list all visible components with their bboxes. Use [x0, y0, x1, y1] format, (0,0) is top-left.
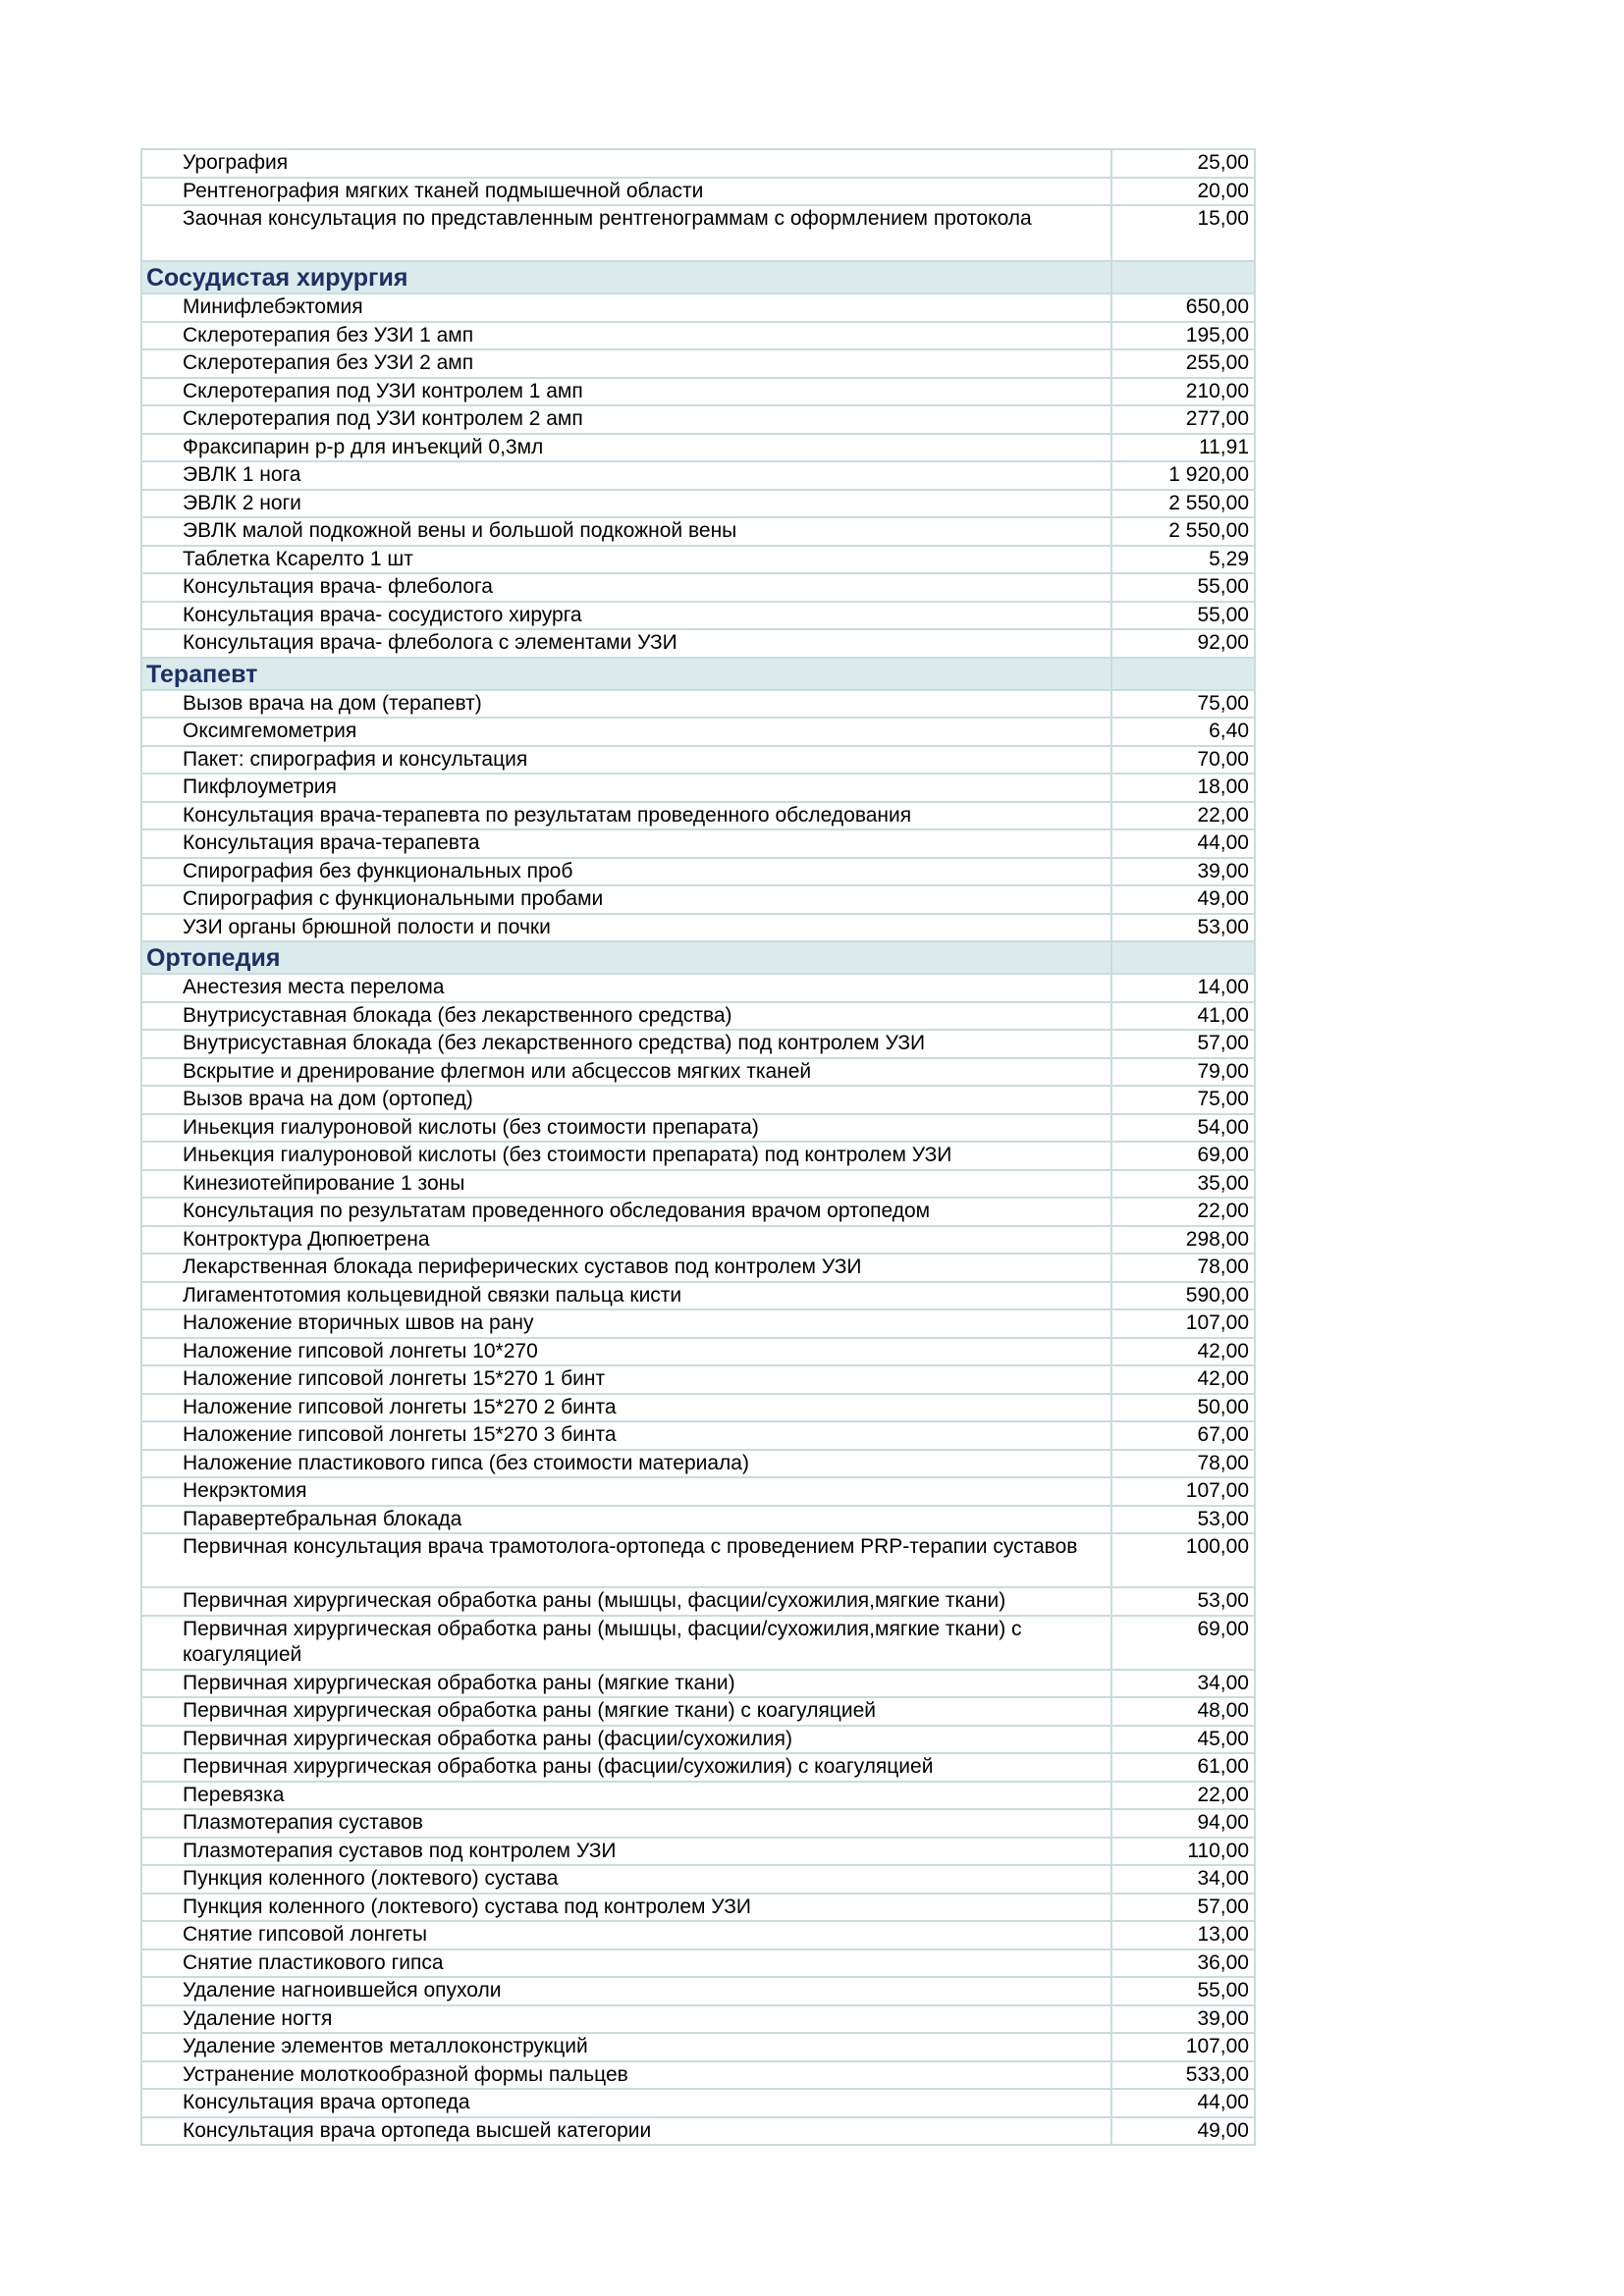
- service-row: [141, 149, 1255, 178]
- service-row: [141, 1114, 1255, 1143]
- service-name: Наложение пластикового гипса (без стоимости материала): [141, 1450, 1111, 1478]
- service-row: [141, 1282, 1255, 1310]
- service-row: [141, 2061, 1255, 2090]
- service-name: Удаление элементов металлоконструкций: [141, 2033, 1111, 2061]
- service-name: Лекарственная блокада периферических суставов под контролем УЗИ: [141, 1254, 1111, 1282]
- service-price: 57,00: [1111, 1030, 1255, 1058]
- service-row: [141, 1086, 1255, 1114]
- service-price: 67,00: [1111, 1421, 1255, 1450]
- service-price: 41,00: [1111, 1002, 1255, 1031]
- service-row: [141, 858, 1255, 886]
- service-price: 2 550,00: [1111, 517, 1255, 546]
- service-price: 22,00: [1111, 1782, 1255, 1810]
- service-row: [141, 1697, 1255, 1726]
- service-name: Вызов врача на дом (ортопед): [141, 1086, 1111, 1114]
- service-name: Пункция коленного (локтевого) сустава под контролем УЗИ: [141, 1894, 1111, 1922]
- service-name: Устранение молоткообразной формы пальцев: [141, 2061, 1111, 2090]
- service-price: 44,00: [1111, 2089, 1255, 2117]
- service-price: 34,00: [1111, 1670, 1255, 1698]
- service-row: [141, 2005, 1255, 2034]
- service-price: 34,00: [1111, 1865, 1255, 1894]
- service-row: [141, 802, 1255, 830]
- section-price-cell: [1111, 941, 1255, 974]
- service-row: [141, 349, 1255, 378]
- service-row: [141, 1030, 1255, 1058]
- service-price: 20,00: [1111, 178, 1255, 206]
- service-name: Паравертебральная блокада: [141, 1506, 1111, 1534]
- service-name: Снятие пластикового гипса: [141, 1949, 1111, 1978]
- service-price: 78,00: [1111, 1450, 1255, 1478]
- service-name: Консультация врача- флеболога с элементами УЗИ: [141, 629, 1111, 658]
- service-price: 533,00: [1111, 2061, 1255, 2090]
- service-price: 69,00: [1111, 1616, 1255, 1670]
- section-price-cell: [1111, 658, 1255, 690]
- service-price: 53,00: [1111, 914, 1255, 942]
- service-row: [141, 1450, 1255, 1478]
- service-name: Перевязка: [141, 1782, 1111, 1810]
- service-row: [141, 1977, 1255, 2005]
- service-price: 92,00: [1111, 629, 1255, 658]
- service-price: 53,00: [1111, 1587, 1255, 1616]
- service-row: [141, 1753, 1255, 1782]
- service-row: [141, 294, 1255, 322]
- service-row: [141, 178, 1255, 206]
- service-price: 15,00: [1111, 205, 1255, 261]
- service-row: [141, 1254, 1255, 1282]
- service-price: 13,00: [1111, 1921, 1255, 1949]
- service-price: 36,00: [1111, 1949, 1255, 1978]
- service-row: [141, 1506, 1255, 1534]
- service-name: Минифлебэктомия: [141, 294, 1111, 322]
- service-name: Консультация врача- сосудистого хирурга: [141, 602, 1111, 630]
- service-price: 107,00: [1111, 1309, 1255, 1338]
- service-name: Наложение гипсовой лонгеты 15*270 1 бинт: [141, 1365, 1111, 1394]
- service-name: Консультация врача- флеболога: [141, 573, 1111, 602]
- service-row: [141, 1309, 1255, 1338]
- service-price: 55,00: [1111, 1977, 1255, 2005]
- service-price: 18,00: [1111, 774, 1255, 802]
- service-row: [141, 914, 1255, 942]
- service-price: 75,00: [1111, 690, 1255, 719]
- service-row: [141, 829, 1255, 858]
- price-table-body: [141, 149, 1255, 2145]
- service-row: [141, 322, 1255, 350]
- service-price: 14,00: [1111, 974, 1255, 1002]
- section-header-row: [141, 261, 1255, 294]
- service-price: 49,00: [1111, 2117, 1255, 2146]
- service-price: 25,00: [1111, 149, 1255, 178]
- service-price: 55,00: [1111, 573, 1255, 602]
- section-header-row: [141, 658, 1255, 690]
- service-name: Удаление нагноившейся опухоли: [141, 1977, 1111, 2005]
- service-name: Иньекция гиалуроновой кислоты (без стоимости препарата) под контролем УЗИ: [141, 1142, 1111, 1170]
- service-name: Наложение гипсовой лонгеты 15*270 2 бинта: [141, 1394, 1111, 1422]
- service-price: 107,00: [1111, 2033, 1255, 2061]
- service-name: Пикфлоуметрия: [141, 774, 1111, 802]
- service-row: [141, 1838, 1255, 1866]
- service-row: [141, 1949, 1255, 1978]
- service-price: 110,00: [1111, 1838, 1255, 1866]
- service-name: Склеротерапия без УЗИ 1 амп: [141, 322, 1111, 350]
- service-price: 39,00: [1111, 2005, 1255, 2034]
- service-name: Консультация врача-терапевта: [141, 829, 1111, 858]
- service-name: Таблетка Ксарелто 1 шт: [141, 546, 1111, 574]
- service-row: [141, 2117, 1255, 2146]
- service-row: [141, 1142, 1255, 1170]
- service-row: [141, 1338, 1255, 1366]
- service-row: [141, 1421, 1255, 1450]
- service-row: [141, 1058, 1255, 1087]
- service-price: 50,00: [1111, 1394, 1255, 1422]
- service-price: 35,00: [1111, 1170, 1255, 1199]
- service-name: Рентгенография мягких тканей подмышечной области: [141, 178, 1111, 206]
- service-name: Склеротерапия под УЗИ контролем 2 амп: [141, 405, 1111, 434]
- service-price: 6,40: [1111, 718, 1255, 746]
- service-price: 45,00: [1111, 1726, 1255, 1754]
- service-row: [141, 774, 1255, 802]
- service-name: УЗИ органы брюшной полости и почки: [141, 914, 1111, 942]
- service-row: [141, 546, 1255, 574]
- service-name: Первичная хирургическая обработка раны (мышцы, фасции/сухожилия,мягкие ткани) с коагуляцией: [141, 1616, 1111, 1670]
- service-name: Консультация врача ортопеда: [141, 2089, 1111, 2117]
- service-row: [141, 1894, 1255, 1922]
- service-price: 5,29: [1111, 546, 1255, 574]
- service-name: Некрэктомия: [141, 1477, 1111, 1506]
- service-name: Заочная консультация по представленным рентгенограммам с оформлением протокола: [141, 205, 1111, 261]
- service-name: Вызов врача на дом (терапевт): [141, 690, 1111, 719]
- service-name: ЭВЛК малой подкожной вены и большой подкожной вены: [141, 517, 1111, 546]
- service-name: ЭВЛК 2 ноги: [141, 490, 1111, 518]
- service-row: [141, 885, 1255, 914]
- service-price: 22,00: [1111, 1198, 1255, 1226]
- service-price: 650,00: [1111, 294, 1255, 322]
- price-list-page: [140, 148, 1254, 2146]
- service-name: Урография: [141, 149, 1111, 178]
- service-price: 79,00: [1111, 1058, 1255, 1087]
- service-name: Первичная хирургическая обработка раны (мягкие ткани) с коагуляцией: [141, 1697, 1111, 1726]
- service-name: Склеротерапия под УЗИ контролем 1 амп: [141, 378, 1111, 406]
- service-name: ЭВЛК 1 нога: [141, 461, 1111, 490]
- service-price: 2 550,00: [1111, 490, 1255, 518]
- service-name: Консультация врача ортопеда высшей категории: [141, 2117, 1111, 2146]
- service-price: 49,00: [1111, 885, 1255, 914]
- service-row: [141, 1002, 1255, 1031]
- section-title: Терапевт: [141, 658, 1111, 690]
- service-name: Первичная консультация врача трамотолога-ортопеда с проведением PRP-терапии суставов: [141, 1533, 1111, 1587]
- service-price: 298,00: [1111, 1226, 1255, 1255]
- service-row: [141, 378, 1255, 406]
- service-price: 54,00: [1111, 1114, 1255, 1143]
- service-price: 195,00: [1111, 322, 1255, 350]
- service-row: [141, 405, 1255, 434]
- service-price: 42,00: [1111, 1338, 1255, 1366]
- service-row: [141, 1670, 1255, 1698]
- service-price: 55,00: [1111, 602, 1255, 630]
- service-name: Склеротерапия без УЗИ 2 амп: [141, 349, 1111, 378]
- service-name: Первичная хирургическая обработка раны (фасции/сухожилия): [141, 1726, 1111, 1754]
- service-name: Лигаментотомия кольцевидной связки пальца кисти: [141, 1282, 1111, 1310]
- service-row: [141, 1865, 1255, 1894]
- price-table: [140, 148, 1256, 2146]
- section-price-cell: [1111, 261, 1255, 294]
- service-row: [141, 1477, 1255, 1506]
- service-name: Контроктура Дюпюетрена: [141, 1226, 1111, 1255]
- service-name: Пункция коленного (локтевого) сустава: [141, 1865, 1111, 1894]
- service-name: Спирография без функциональных проб: [141, 858, 1111, 886]
- service-row: [141, 1726, 1255, 1754]
- service-price: 69,00: [1111, 1142, 1255, 1170]
- service-price: 277,00: [1111, 405, 1255, 434]
- service-price: 78,00: [1111, 1254, 1255, 1282]
- section-title: Сосудистая хирургия: [141, 261, 1111, 294]
- service-name: Наложение гипсовой лонгеты 10*270: [141, 1338, 1111, 1366]
- service-price: 107,00: [1111, 1477, 1255, 1506]
- service-row: [141, 746, 1255, 774]
- service-price: 39,00: [1111, 858, 1255, 886]
- section-header-row: [141, 941, 1255, 974]
- service-price: 57,00: [1111, 1894, 1255, 1922]
- service-row: [141, 1921, 1255, 1949]
- service-price: 48,00: [1111, 1697, 1255, 1726]
- service-row: [141, 205, 1255, 261]
- service-name: Первичная хирургическая обработка раны (мышцы, фасции/сухожилия,мягкие ткани): [141, 1587, 1111, 1616]
- service-row: [141, 517, 1255, 546]
- service-row: [141, 2033, 1255, 2061]
- service-row: [141, 1198, 1255, 1226]
- service-name: Первичная хирургическая обработка раны (фасции/сухожилия) с коагуляцией: [141, 1753, 1111, 1782]
- service-row: [141, 602, 1255, 630]
- service-row: [141, 461, 1255, 490]
- service-price: 100,00: [1111, 1533, 1255, 1587]
- service-name: Плазмотерапия суставов: [141, 1809, 1111, 1838]
- service-name: Фраксипарин р-р для инъекций 0,3мл: [141, 434, 1111, 462]
- service-price: 75,00: [1111, 1086, 1255, 1114]
- service-name: Анестезия места перелома: [141, 974, 1111, 1002]
- service-name: Иньекция гиалуроновой кислоты (без стоимости препарата): [141, 1114, 1111, 1143]
- service-row: [141, 1616, 1255, 1670]
- service-price: 42,00: [1111, 1365, 1255, 1394]
- service-price: 61,00: [1111, 1753, 1255, 1782]
- service-row: [141, 1365, 1255, 1394]
- service-row: [141, 490, 1255, 518]
- service-row: [141, 1170, 1255, 1199]
- service-row: [141, 434, 1255, 462]
- service-row: [141, 1587, 1255, 1616]
- service-name: Консультация врача-терапевта по результатам проведенного обследования: [141, 802, 1111, 830]
- service-row: [141, 690, 1255, 719]
- service-price: 22,00: [1111, 802, 1255, 830]
- service-name: Внутрисуставная блокада (без лекарственного средства) под контролем УЗИ: [141, 1030, 1111, 1058]
- service-name: Удаление ногтя: [141, 2005, 1111, 2034]
- service-row: [141, 1809, 1255, 1838]
- service-row: [141, 1394, 1255, 1422]
- service-name: Консультация по результатам проведенного обследования врачом ортопедом: [141, 1198, 1111, 1226]
- service-name: Плазмотерапия суставов под контролем УЗИ: [141, 1838, 1111, 1866]
- service-row: [141, 1533, 1255, 1587]
- service-price: 210,00: [1111, 378, 1255, 406]
- service-price: 70,00: [1111, 746, 1255, 774]
- service-price: 44,00: [1111, 829, 1255, 858]
- service-name: Наложение вторичных швов на рану: [141, 1309, 1111, 1338]
- service-row: [141, 1226, 1255, 1255]
- service-name: Внутрисуставная блокада (без лекарственного средства): [141, 1002, 1111, 1031]
- service-name: Пакет: спирография и консультация: [141, 746, 1111, 774]
- service-price: 1 920,00: [1111, 461, 1255, 490]
- service-name: Наложение гипсовой лонгеты 15*270 3 бинта: [141, 1421, 1111, 1450]
- service-name: Оксимгемометрия: [141, 718, 1111, 746]
- service-price: 590,00: [1111, 1282, 1255, 1310]
- service-row: [141, 2089, 1255, 2117]
- service-price: 94,00: [1111, 1809, 1255, 1838]
- service-name: Спирография с функциональными пробами: [141, 885, 1111, 914]
- service-name: Вскрытие и дренирование флегмон или абсцессов мягких тканей: [141, 1058, 1111, 1087]
- service-name: Снятие гипсовой лонгеты: [141, 1921, 1111, 1949]
- service-row: [141, 718, 1255, 746]
- service-name: Первичная хирургическая обработка раны (мягкие ткани): [141, 1670, 1111, 1698]
- service-price: 255,00: [1111, 349, 1255, 378]
- service-price: 11,91: [1111, 434, 1255, 462]
- section-title: Ортопедия: [141, 941, 1111, 974]
- service-name: Кинезиотейпирование 1 зоны: [141, 1170, 1111, 1199]
- service-row: [141, 1782, 1255, 1810]
- service-row: [141, 573, 1255, 602]
- service-price: 53,00: [1111, 1506, 1255, 1534]
- service-row: [141, 974, 1255, 1002]
- service-row: [141, 629, 1255, 658]
